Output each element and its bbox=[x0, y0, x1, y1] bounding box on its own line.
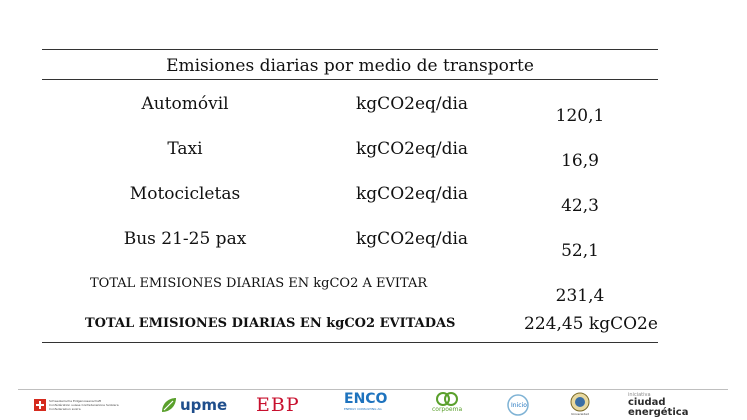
university-logo bbox=[569, 392, 591, 418]
upme-leaf-icon bbox=[160, 396, 178, 414]
table-bottom-rule bbox=[42, 342, 658, 343]
ebp-logo bbox=[256, 392, 300, 418]
enco-logo-text: ENCO bbox=[344, 391, 388, 407]
row-value: 16,9 bbox=[561, 151, 599, 171]
table-top-rule bbox=[42, 49, 658, 50]
ciudad-energetica-text: ciudad energética bbox=[628, 397, 689, 418]
table-header-rule bbox=[42, 79, 658, 80]
row-name: Automóvil bbox=[141, 94, 229, 114]
swiss-cross-icon bbox=[34, 399, 46, 411]
upme-logo-text: upme bbox=[180, 396, 228, 414]
swiss-confederation-logo bbox=[34, 392, 121, 418]
row-unit: kgCO2eq/dia bbox=[356, 94, 469, 114]
university-logo-text: Universidad bbox=[571, 412, 589, 416]
row-name: Bus 21-25 pax bbox=[123, 229, 247, 249]
row-name: Motocicletas bbox=[129, 184, 241, 204]
row-unit: kgCO2eq/dia bbox=[356, 229, 469, 249]
inicio-logo-text: Inicio bbox=[511, 401, 527, 409]
swiss-logo-text: Schweizerische Eidgenossenschaft Confédération suisse Confederazione Svizzera Confederaziun svizra bbox=[49, 399, 119, 411]
enco-logo-subtext: ENERGY CONSULTING AG bbox=[344, 407, 382, 411]
corpoema-logo-text: corpoema bbox=[432, 406, 463, 413]
footer-divider bbox=[18, 389, 728, 390]
total-avoided-value: 224,45 kgCO2e bbox=[524, 314, 658, 334]
row-value: 120,1 bbox=[555, 106, 605, 126]
table-title: Emisiones diarias por medio de transporte bbox=[166, 56, 534, 76]
ciudad-energetica-logo bbox=[628, 392, 698, 418]
upme-logo bbox=[160, 392, 227, 418]
row-value: 42,3 bbox=[561, 196, 599, 216]
row-unit: kgCO2eq/dia bbox=[356, 139, 469, 159]
total-avoided-label: TOTAL EMISIONES DIARIAS EN kgCO2 EVITADAS bbox=[85, 316, 456, 331]
ebp-logo-text: EBP bbox=[256, 394, 300, 416]
row-value: 52,1 bbox=[561, 241, 599, 261]
ciudad-energetica-pretext: iniciativa bbox=[628, 392, 651, 398]
university-seal-icon bbox=[569, 392, 591, 412]
total-to-avoid-value: 231,4 bbox=[555, 286, 605, 306]
total-to-avoid-label: TOTAL EMISIONES DIARIAS EN kgCO2 A EVITAR bbox=[90, 276, 428, 291]
inicio-logo bbox=[506, 392, 530, 418]
corpoema-symbol-icon bbox=[436, 392, 458, 406]
enco-logo bbox=[344, 392, 387, 418]
row-unit: kgCO2eq/dia bbox=[356, 184, 469, 204]
row-name: Taxi bbox=[167, 139, 203, 159]
corpoema-logo bbox=[432, 392, 462, 418]
